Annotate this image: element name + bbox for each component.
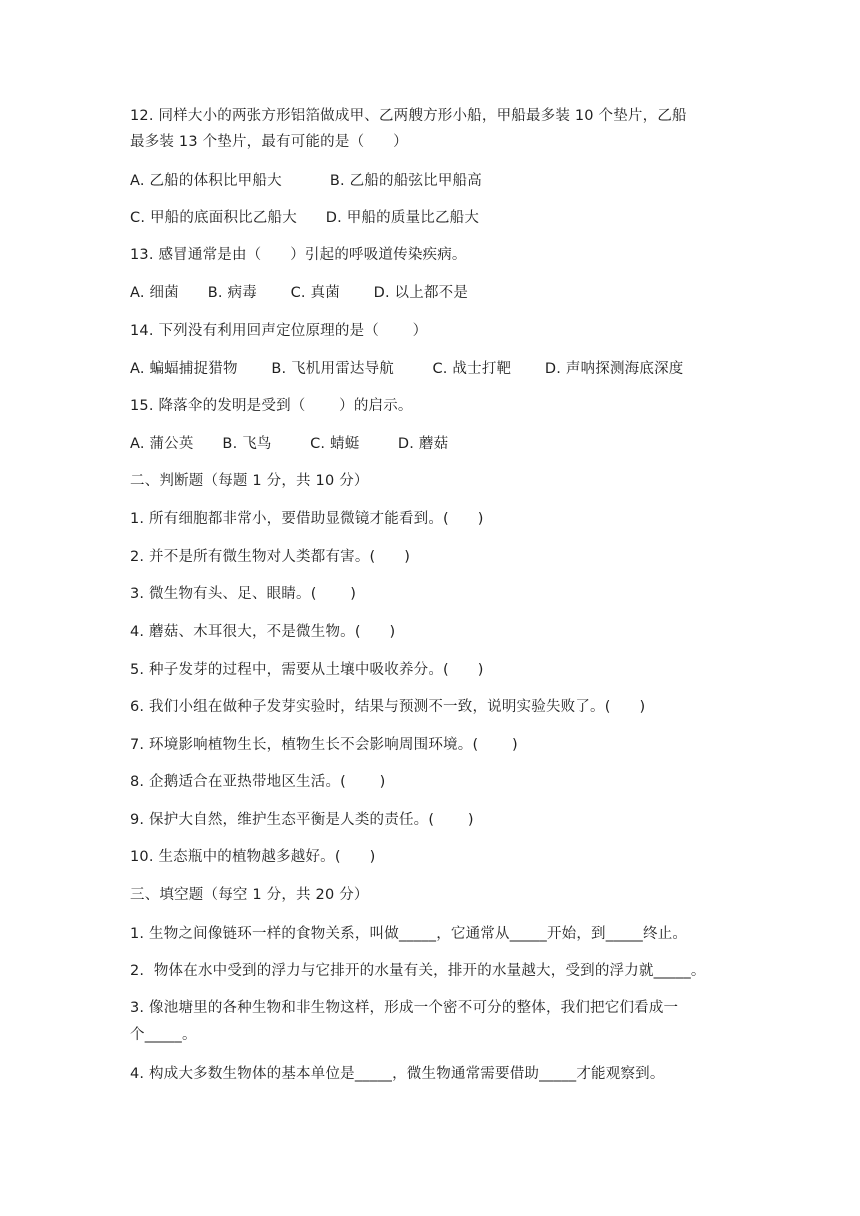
question-14: 14. 下列没有利用回声定位原理的是（ ）: [130, 323, 428, 339]
judge-item-5: 5. 种子发芽的过程中，需要从土壤中吸收养分。( ): [130, 662, 484, 678]
fill-item-2: 2. 物体在水中受到的浮力与它排开的水量有关，排开的水量越大，受到的浮力就_____。: [130, 963, 706, 979]
question-12-options-ab: A. 乙船的体积比甲船大 B. 乙船的船弦比甲船高: [130, 173, 482, 189]
judge-item-9: 9. 保护大自然，维护生态平衡是人类的责任。( ): [130, 812, 474, 828]
judge-item-6: 6. 我们小组在做种子发芽实验时，结果与预测不一致，说明实验失败了。( ): [130, 699, 646, 715]
fill-item-1: 1. 生物之间像链环一样的食物关系，叫做_____，它通常从_____开始，到_____终止。: [130, 926, 688, 942]
question-14-options: A. 蝙蝠捕捉猎物 B. 飞机用雷达导航 C. 战士打靶 D. 声呐探测海底深度: [130, 361, 684, 377]
question-15-options: A. 蒲公英 B. 飞鸟 C. 蜻蜓 D. 蘑菇: [130, 436, 449, 452]
question-12-options-cd: C. 甲船的底面积比乙船大 D. 甲船的质量比乙船大: [130, 210, 480, 226]
judge-item-4: 4. 蘑菇、木耳很大，不是微生物。( ): [130, 624, 396, 640]
fill-item-3-line-2: 个_____。: [130, 1027, 197, 1043]
fill-item-3-line-1: 3. 像池塘里的各种生物和非生物这样，形成一个密不可分的整体，我们把它们看成一: [130, 1000, 679, 1016]
judge-item-8: 8. 企鹅适合在亚热带地区生活。( ): [130, 774, 386, 790]
judge-item-1: 1. 所有细胞都非常小，要借助显微镜才能看到。( ): [130, 511, 484, 527]
question-15: 15. 降落伞的发明是受到（ ）的启示。: [130, 398, 413, 414]
question-13: 13. 感冒通常是由（ ）引起的呼吸道传染疾病。: [130, 247, 467, 263]
judge-item-3: 3. 微生物有头、足、眼睛。( ): [130, 586, 357, 602]
question-13-options: A. 细菌 B. 病毒 C. 真菌 D. 以上都不是: [130, 285, 469, 301]
section-heading-fill-in: 三、填空题（每空 1 分，共 20 分）: [130, 887, 369, 903]
judge-item-7: 7. 环境影响植物生长，植物生长不会影响周围环境。( ): [130, 737, 518, 753]
question-12-line-1: 12. 同样大小的两张方形铝箔做成甲、乙两艘方形小船，甲船最多装 10 个垫片，乙船: [130, 108, 687, 124]
fill-item-4: 4. 构成大多数生物体的基本单位是_____，微生物通常需要借助_____才能观察到。: [130, 1066, 665, 1082]
section-heading-true-false: 二、判断题（每题 1 分，共 10 分）: [130, 473, 369, 489]
judge-item-10: 10. 生态瓶中的植物越多越好。( ): [130, 849, 376, 865]
judge-item-2: 2. 并不是所有微生物对人类都有害。( ): [130, 549, 411, 565]
question-12-line-2: 最多装 13 个垫片，最有可能的是（ ）: [130, 134, 408, 150]
